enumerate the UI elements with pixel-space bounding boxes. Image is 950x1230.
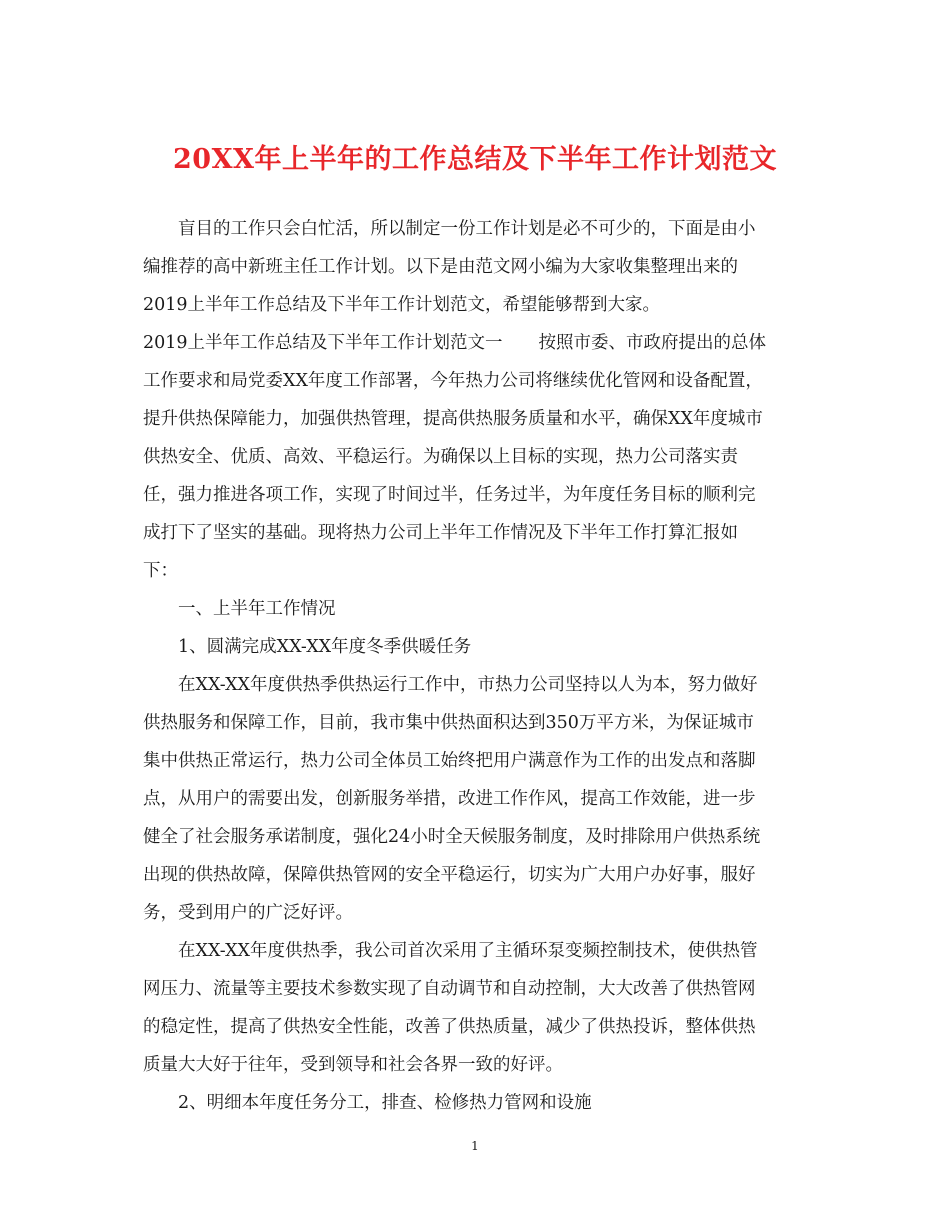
- document-title: 20XX年上半年的工作总结及下半年工作计划范文: [173, 144, 777, 175]
- paragraph-2-line-2: 供热服务和保障工作，目前，我市集中供热面积达到350万平方米，为保证城市: [143, 713, 754, 733]
- paragraph-1-line-4: 供热安全、优质、高效、平稳运行。为确保以上目标的实现，热力公司落实责: [143, 447, 738, 467]
- paragraph-2-line-3: 集中供热正常运行，热力公司全体员工始终把用户满意作为工作的出发点和落脚: [143, 751, 756, 771]
- paragraph-1-line-3: 提升供热保障能力，加强供热管理，提高供热服务质量和水平，确保XX年度城市: [143, 409, 763, 429]
- intro-line-1: 盲目的工作只会白忙活，所以制定一份工作计划是必不可少的，下面是由小: [178, 219, 756, 239]
- paragraph-3-line-4: 质量大大好于往年，受到领导和社会各界一致的好评。: [143, 1055, 563, 1075]
- paragraph-1-line-7: 下：: [143, 561, 178, 581]
- paragraph-1-line-5: 任，强力推进各项工作，实现了时间过半，任务过半，为年度任务目标的顺利完: [143, 485, 756, 505]
- intro-line-3: 2019上半年工作总结及下半年工作计划范文，希望能够帮到大家。: [143, 295, 661, 315]
- paragraph-1-line-6: 成打下了坚实的基础。现将热力公司上半年工作情况及下半年工作打算汇报如: [143, 523, 738, 543]
- paragraph-3-line-2: 网压力、流量等主要技术参数实现了自动调节和自动控制，大大改善了供热管网: [143, 979, 756, 999]
- item-heading-1: 1、圆满完成XX-XX年度冬季供暖任务: [178, 637, 472, 657]
- paragraph-3-line-1: 在XX-XX年度供热季，我公司首次采用了主循环泵变频控制技术，使供热管: [178, 941, 758, 961]
- paragraph-1-line-2: 工作要求和局党委XX年度工作部署，今年热力公司将继续优化管网和设备配置，: [143, 371, 763, 391]
- paragraph-1-line-1: [143, 331, 766, 355]
- paragraph-2-line-6: 出现的供热故障，保障供热管网的安全平稳运行，切实为广大用户办好事，服好: [143, 865, 756, 885]
- item-heading-2: 2、明细本年度任务分工，排查、检修热力管网和设施: [178, 1093, 592, 1113]
- paragraph-2-line-1: 在XX-XX年度供热季供热运行工作中，市热力公司坚持以人为本，努力做好: [178, 675, 758, 695]
- page-number: 1: [471, 1139, 479, 1153]
- paragraph-1-line-1-text: 按照市委、市政府提出的总体: [538, 333, 767, 353]
- section-heading-1: 一、上半年工作情况: [178, 599, 336, 619]
- intro-line-2: 编推荐的高中新班主任工作计划。以下是由范文网小编为大家收集整理出来的: [143, 257, 738, 277]
- paragraph-2-line-7: 务，受到用户的广泛好评。: [143, 903, 353, 923]
- paragraph-2-line-4: 点，从用户的需要出发，创新服务举措，改进工作作风，提高工作效能，进一步: [143, 789, 756, 809]
- paragraph-3-line-3: 的稳定性，提高了供热安全性能，改善了供热质量，减少了供热投诉，整体供热: [143, 1017, 756, 1037]
- sample-heading: 2019上半年工作总结及下半年工作计划范文一: [143, 333, 503, 353]
- paragraph-2-line-5: 健全了社会服务承诺制度，强化24小时全天候服务制度，及时排除用户供热系统: [143, 827, 761, 847]
